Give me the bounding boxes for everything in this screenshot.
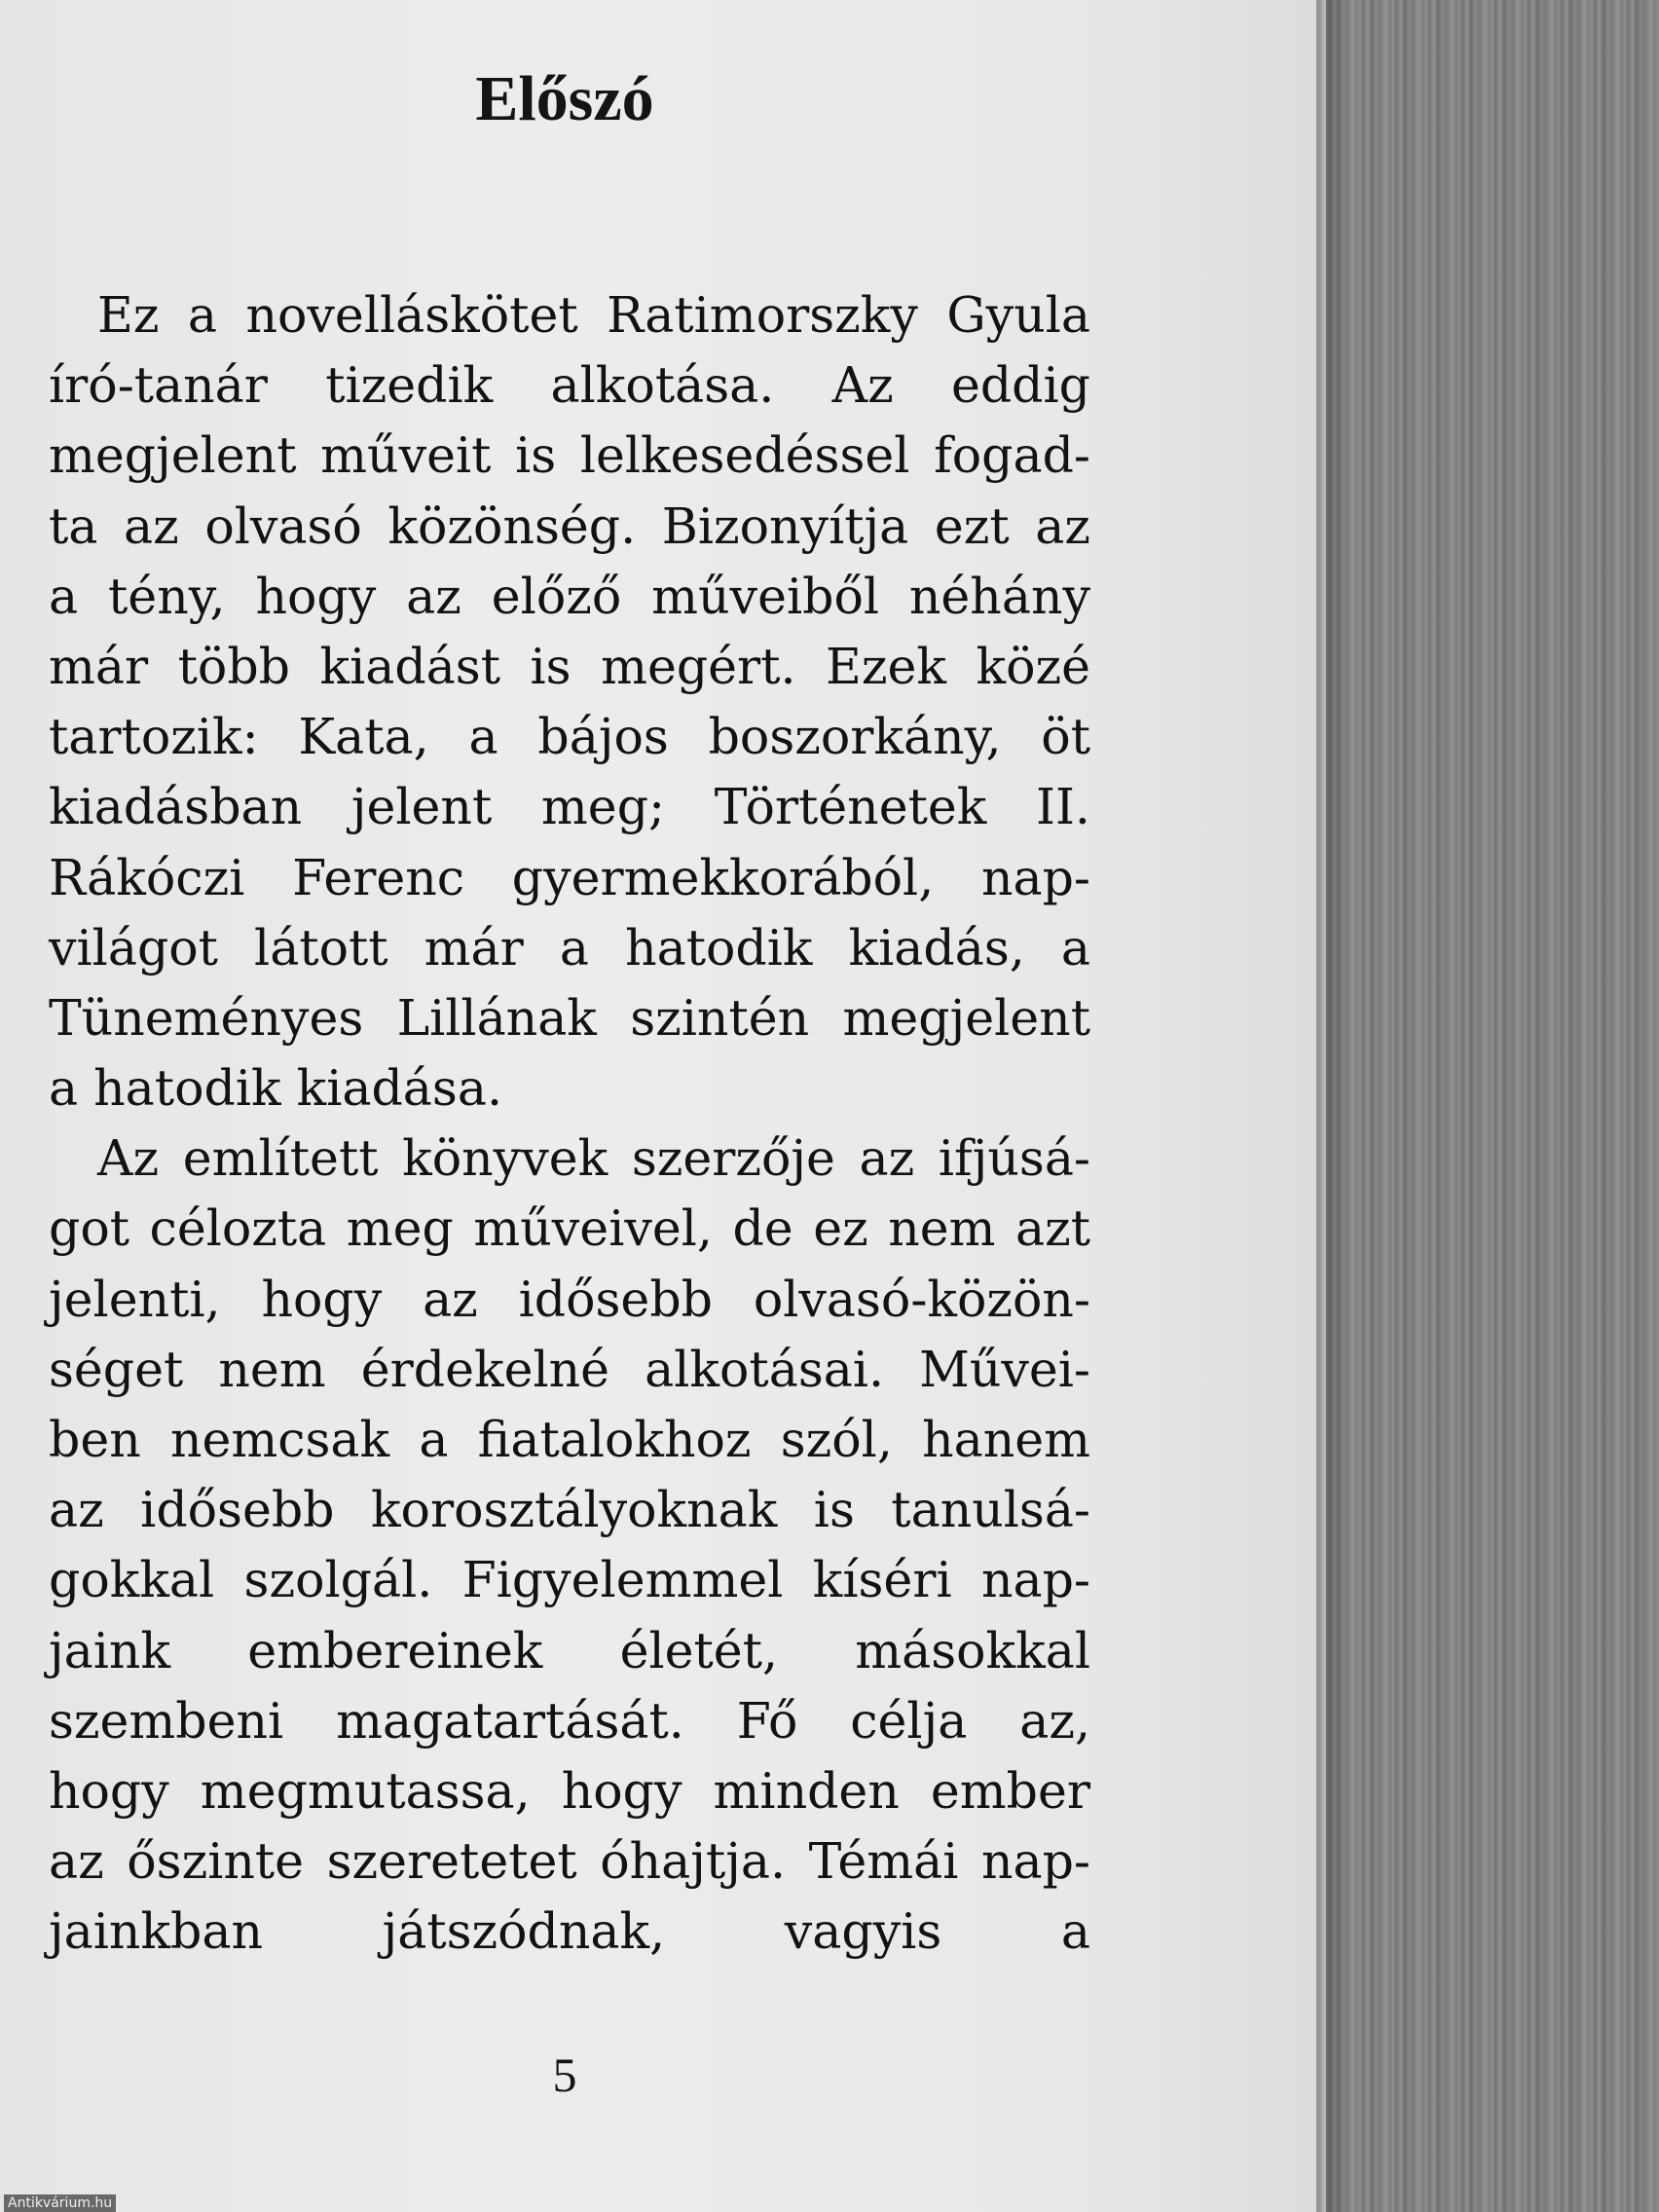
text-line: jainkban játszódnak, vagyis a: [49, 1902, 1090, 1961]
text-line: Tüneményes Lillának szintén megjelent: [49, 988, 1090, 1047]
text-line: a hatodik kiadása.: [49, 1059, 502, 1118]
text-line: író-tanár tizedik alkotása. Az eddig: [49, 356, 1090, 415]
watermark: Antikvárium.hu: [4, 2194, 116, 2212]
text-line: világot látott már a hatodik kiadás, a: [49, 918, 1090, 977]
text-line: jaink embereinek életét, másokkal: [49, 1621, 1090, 1679]
text-line: hogy megmutassa, hogy minden ember: [49, 1761, 1090, 1820]
text-line: got célozta meg műveivel, de ez nem azt: [49, 1199, 1090, 1258]
text-line: ben nemcsak a fiatalokhoz szól, hanem: [49, 1411, 1090, 1468]
page-number: 5: [552, 2047, 577, 2102]
text-line: szembeni magatartását. Fő célja az,: [49, 1691, 1090, 1750]
body-text: [49, 280, 1090, 1968]
page-title: Előszó: [475, 63, 654, 134]
text-line: Ez a novelláskötet Ratimorszky Gyula: [97, 286, 1090, 344]
text-line: már több kiadást is megért. Ezek közé: [49, 637, 1090, 695]
text-line: ta az olvasó közönség. Bizonyítja ezt az: [49, 497, 1090, 555]
text-line: az idősebb korosztályoknak is tanulsá-: [49, 1481, 1090, 1539]
text-line: Az említett könyvek szerzője az ifjúsá-: [97, 1129, 1090, 1188]
text-line: kiadásban jelent meg; Történetek II.: [49, 778, 1090, 836]
text-line: Rákóczi Ferenc gyermekkorából, nap-: [49, 848, 1090, 906]
text-line: gokkal szolgál. Figyelemmel kíséri nap-: [49, 1551, 1090, 1609]
text-line: tartozik: Kata, a bájos boszorkány, öt: [49, 708, 1090, 766]
text-line: az őszinte szeretetet óhajtja. Témái nap-: [49, 1832, 1090, 1891]
text-line: jelenti, hogy az idősebb olvasó-közön-: [49, 1270, 1090, 1328]
text-line: a tény, hogy az előző műveiből néhány: [49, 567, 1090, 625]
page-edge-shadow: [1316, 0, 1346, 2212]
text-line: megjelent műveit is lelkesedéssel fogad-: [49, 426, 1090, 485]
text-line: séget nem érdekelné alkotásai. Művei-: [49, 1340, 1090, 1398]
